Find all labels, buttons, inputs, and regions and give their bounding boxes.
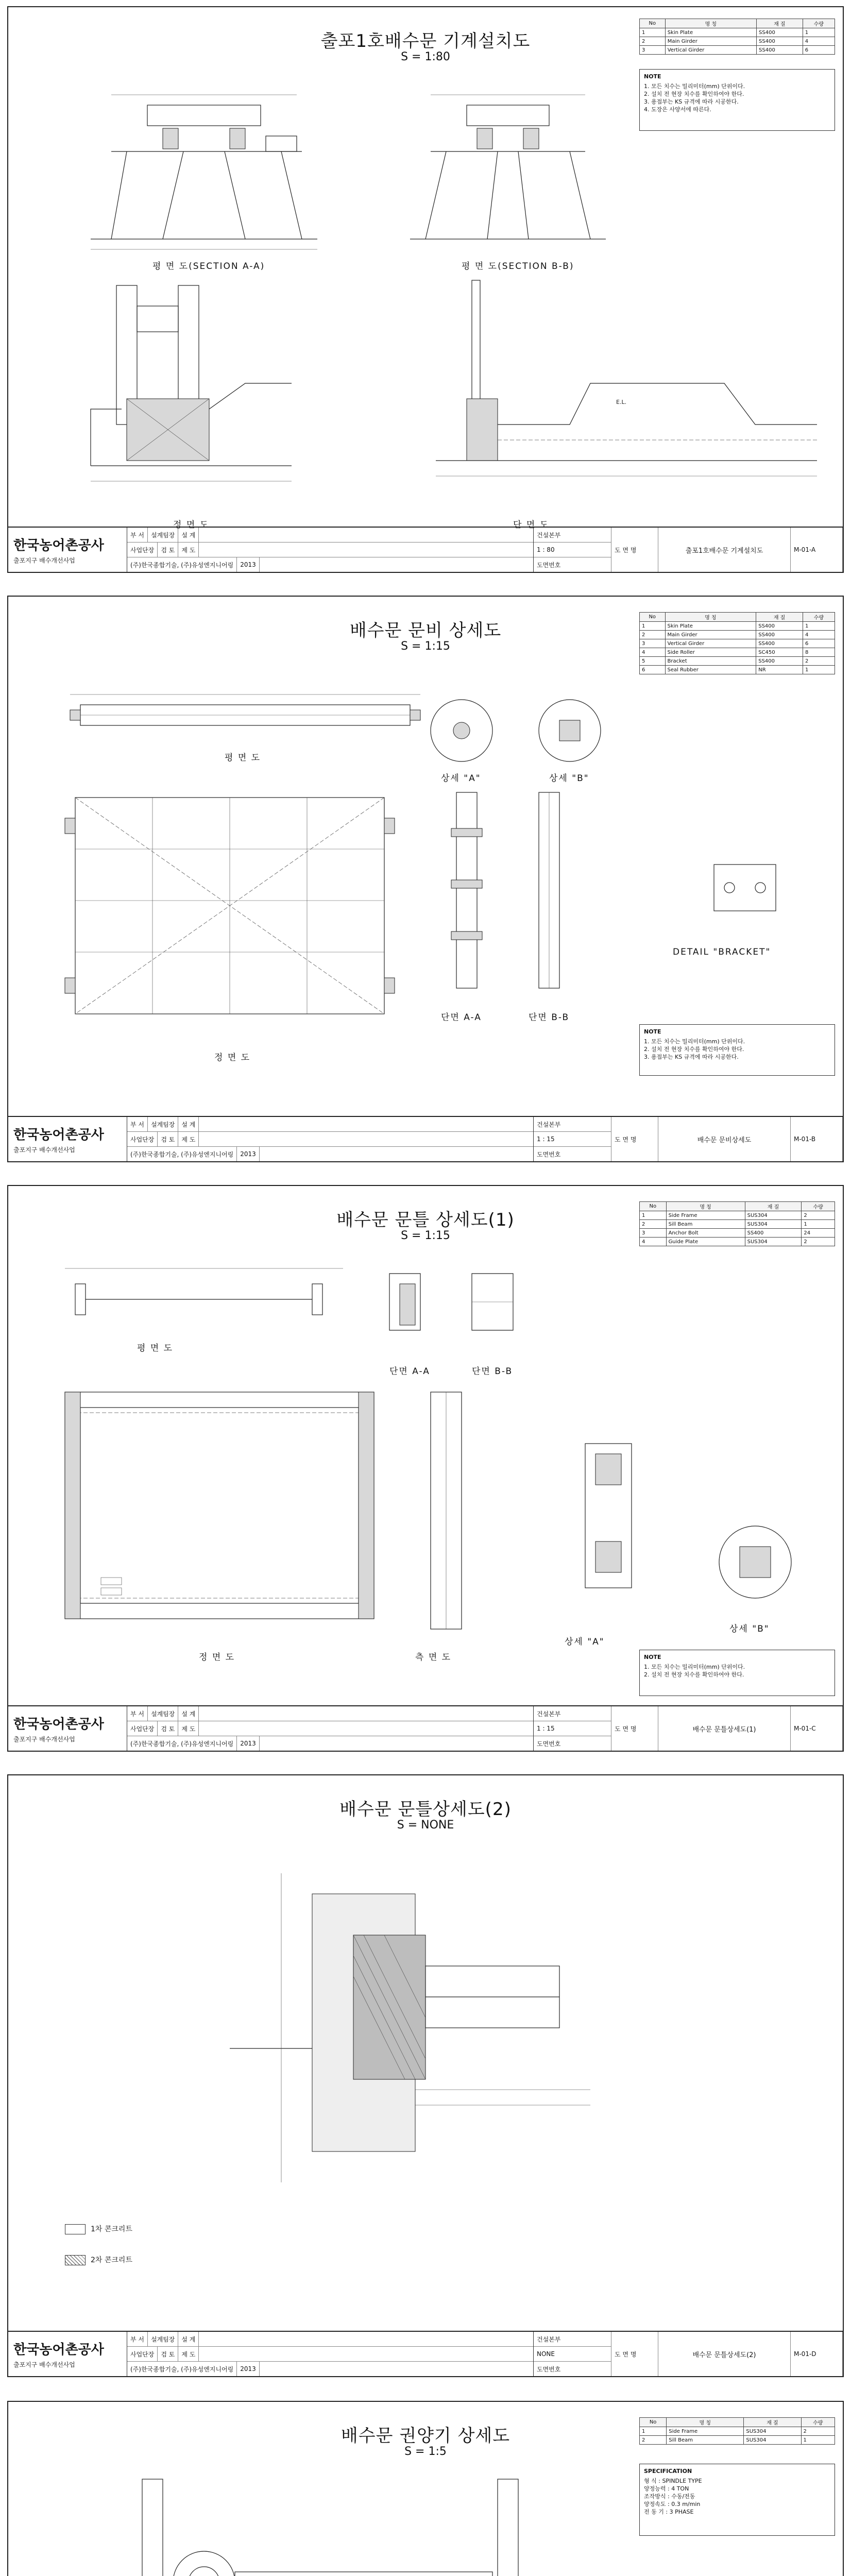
legend-swatch xyxy=(65,2255,86,2265)
parts-table xyxy=(639,2417,835,2445)
table-cell: 2 xyxy=(802,1211,835,1220)
front-view-drawing xyxy=(75,280,317,497)
tb-label: 설 계 xyxy=(178,2332,199,2346)
table-cell: SS400 xyxy=(757,28,803,37)
legend-label: 2차 콘크리트 xyxy=(91,2256,132,2264)
spec-key: 양정속도 xyxy=(644,2501,666,2507)
spec-value: 4 TON xyxy=(671,2485,689,2492)
company-name: 한국농어촌공사 xyxy=(13,2342,104,2358)
spec-value: SPINDLE TYPE xyxy=(662,2478,702,2484)
table-cell: 3 xyxy=(640,1229,667,1238)
table-header: 수량 xyxy=(803,613,835,622)
table-cell: SUS304 xyxy=(745,1238,802,1246)
sheet-2 xyxy=(7,596,844,1162)
tb-label: 건설본부 xyxy=(534,528,611,543)
drawing-number: M-01-A xyxy=(794,546,816,553)
view-caption: 단면 A-A xyxy=(389,1366,430,1377)
parts-table xyxy=(639,612,835,674)
title-block xyxy=(8,527,843,572)
tb-label: 설계팀장 xyxy=(148,528,178,542)
tb-date: 2013 xyxy=(237,1736,260,1751)
table-cell: 4 xyxy=(640,648,666,657)
tb-label: 사업단장 xyxy=(127,2347,158,2361)
note-line: 4. 도장은 사양서에 따른다. xyxy=(644,106,711,113)
tb-date: 2013 xyxy=(237,1147,260,1161)
spec-row: 양정능력 : 4 TON xyxy=(644,2485,689,2492)
table-cell: SS400 xyxy=(756,657,803,666)
tb-label: 건설본부 xyxy=(534,2332,611,2347)
view-caption: 단면 A-A xyxy=(441,1012,482,1023)
plan-section-b-drawing xyxy=(400,84,616,255)
table-cell: Sill Beam xyxy=(667,2436,744,2445)
title-block xyxy=(8,1705,843,1751)
table-cell: 4 xyxy=(803,631,835,639)
table-cell: Side Roller xyxy=(665,648,756,657)
table-header: 명 칭 xyxy=(666,1202,745,1211)
note-line: 1. 모든 치수는 밀리미터(mm) 단위이다. xyxy=(644,1038,745,1045)
drawing-name: 배수문 문틀상세도(1) xyxy=(692,1725,756,1734)
view-caption: 평 면 도 xyxy=(137,1343,174,1353)
tb-label: 도면번호 xyxy=(537,1150,561,1158)
tb-label: 부 서 xyxy=(127,1117,148,1131)
scale-value: 1 : 15 xyxy=(534,1721,611,1736)
table-cell: 1 xyxy=(640,28,666,37)
notes-heading: NOTE xyxy=(644,1654,661,1660)
tb-label: 사업단장 xyxy=(127,1721,158,1736)
view-caption: 상세 "B" xyxy=(549,773,589,784)
drawing-number: M-01-B xyxy=(794,1136,816,1143)
notes-heading: NOTE xyxy=(644,1028,661,1035)
table-cell: 24 xyxy=(802,1229,835,1238)
designer-firm: (주)한국종합기술, (주)유성엔지니어링 xyxy=(127,2362,237,2376)
company-name: 한국농어촌공사 xyxy=(13,1717,104,1732)
table-header: 명 칭 xyxy=(665,19,756,28)
sheet-title: 배수문 문틀 상세도(1) xyxy=(336,1210,515,1230)
legend-item-primary xyxy=(65,2224,132,2234)
tb-label: 도면번호 xyxy=(537,561,561,569)
note-line: 1. 모든 치수는 밀리미터(mm) 단위이다. xyxy=(644,83,745,90)
scale-value: 1 : 15 xyxy=(534,1132,611,1147)
designer-firm: (주)한국종합기술, (주)유성엔지니어링 xyxy=(127,1147,237,1161)
sheet-title: 배수문 문틀상세도(2) xyxy=(339,1799,512,1820)
spec-row: 형 식 : SPINDLE TYPE xyxy=(644,2478,702,2484)
company-name: 한국농어촌공사 xyxy=(13,1127,104,1143)
company-name: 한국농어촌공사 xyxy=(13,538,104,553)
tb-label: 설계팀장 xyxy=(148,1117,178,1131)
table-cell: SUS304 xyxy=(744,2427,801,2436)
table-cell: Guide Plate xyxy=(666,1238,745,1246)
note-line: 3. 용접부는 KS 규격에 따라 시공한다. xyxy=(644,98,739,105)
table-cell: NR xyxy=(756,666,803,674)
sheet-scale: S = 1:15 xyxy=(401,1229,450,1242)
table-cell: 1 xyxy=(640,2427,667,2436)
sheet-title: 배수문 문비 상세도 xyxy=(349,620,502,641)
table-cell: SC450 xyxy=(756,648,803,657)
tb-label: 설 계 xyxy=(178,1706,199,1721)
hoist-front-drawing xyxy=(101,2479,565,2576)
drawing-name: 배수문 문비상세도 xyxy=(697,1136,752,1144)
table-cell: SUS304 xyxy=(745,1220,802,1229)
sheet-1 xyxy=(7,6,844,573)
tb-date: 2013 xyxy=(237,557,260,572)
tb-label: 도 면 명 xyxy=(615,546,637,554)
view-caption: 측 면 도 xyxy=(415,1652,452,1663)
table-cell: Skin Plate xyxy=(665,622,756,631)
sheet-4 xyxy=(7,1774,844,2377)
drawing-name: 배수문 문틀상세도(2) xyxy=(692,2351,756,2359)
notes-box xyxy=(639,1024,835,1076)
parts-table xyxy=(639,1201,835,1246)
table-cell: 1 xyxy=(802,1220,835,1229)
plan-section-a-drawing xyxy=(80,84,328,255)
frame-detail-b-drawing xyxy=(714,1521,807,1614)
table-cell: SS400 xyxy=(757,46,803,55)
section-view-drawing xyxy=(436,280,827,497)
table-header: 재 질 xyxy=(745,1202,802,1211)
view-caption: 평 면 도(SECTION B-B) xyxy=(462,261,574,272)
tb-label: 도면번호 xyxy=(537,2365,561,2373)
view-caption: 단면 B-B xyxy=(472,1366,513,1377)
table-cell: SS400 xyxy=(756,622,803,631)
table-cell: SS400 xyxy=(745,1229,802,1238)
tb-label: 부 서 xyxy=(127,1706,148,1721)
table-header: 명 칭 xyxy=(667,2418,744,2427)
table-header: 수량 xyxy=(803,19,835,28)
table-header: No xyxy=(640,19,666,28)
tb-label: 부 서 xyxy=(127,528,148,542)
legend-label: 1차 콘크리트 xyxy=(91,2225,132,2233)
designer-firm: (주)한국종합기술, (주)유성엔지니어링 xyxy=(127,1736,237,1751)
spec-value: 수동/전동 xyxy=(671,2493,695,2500)
note-line: 3. 용접부는 KS 규격에 따라 시공한다. xyxy=(644,1054,739,1060)
table-cell: Skin Plate xyxy=(665,28,756,37)
tb-label: 설 계 xyxy=(178,528,199,542)
sheet-scale: S = NONE xyxy=(397,1819,454,1832)
spec-key: 조작방식 xyxy=(644,2493,666,2500)
gate-front-drawing xyxy=(65,787,395,1024)
tb-label: 도면번호 xyxy=(537,1740,561,1748)
company-logo xyxy=(8,528,127,572)
table-header: No xyxy=(640,2418,667,2427)
table-header: 수량 xyxy=(802,1202,835,1211)
table-cell: 2 xyxy=(640,37,666,46)
tb-label: 설계팀장 xyxy=(148,1706,178,1721)
gate-plan-drawing xyxy=(70,689,420,746)
table-cell: 6 xyxy=(803,639,835,648)
table-cell: Main Girder xyxy=(665,631,756,639)
sheet-scale: S = 1:5 xyxy=(404,2445,447,2458)
table-cell: Anchor Bolt xyxy=(666,1229,745,1238)
table-cell: 4 xyxy=(803,37,835,46)
view-caption: 평 면 도 xyxy=(225,753,261,763)
table-cell: Side Frame xyxy=(666,1211,745,1220)
spec-row: 전 동 기 : 3 PHASE xyxy=(644,2509,694,2515)
drawing-name: 출포1호배수문 기계설치도 xyxy=(685,547,763,555)
project-name: 출포지구 배수개선사업 xyxy=(13,557,75,564)
table-cell: 6 xyxy=(640,666,666,674)
spec-key: 전 동 기 xyxy=(644,2509,664,2515)
table-cell: 1 xyxy=(640,1211,667,1220)
project-name: 출포지구 배수개선사업 xyxy=(13,1146,75,1154)
table-cell: 2 xyxy=(803,657,835,666)
tb-label: 도 면 명 xyxy=(615,1136,637,1143)
sheet-3 xyxy=(7,1185,844,1752)
spec-value: 3 PHASE xyxy=(669,2509,694,2515)
tb-label: 검 토 xyxy=(158,2347,178,2361)
spec-heading: SPECIFICATION xyxy=(644,2468,692,2475)
sheet-5 xyxy=(7,2401,844,2576)
table-cell: Vertical Girder xyxy=(665,639,756,648)
view-caption: 상세 "B" xyxy=(729,1624,770,1634)
table-cell: Bracket xyxy=(665,657,756,666)
notes-heading: NOTE xyxy=(644,73,661,80)
title-block xyxy=(8,2331,843,2376)
table-cell: 2 xyxy=(640,631,666,639)
view-caption: 평 면 도(SECTION A-A) xyxy=(152,261,265,272)
table-cell: 4 xyxy=(640,1238,667,1246)
tb-label: 건설본부 xyxy=(534,1117,611,1132)
spec-box xyxy=(639,2464,835,2536)
table-cell: 2 xyxy=(801,2427,835,2436)
table-cell: 2 xyxy=(640,1220,667,1229)
notes-box xyxy=(639,69,835,131)
spec-value: 0.3 m/min xyxy=(671,2501,701,2507)
tb-label: 부 서 xyxy=(127,2332,148,2346)
note-line: 2. 설치 전 현장 치수를 확인하여야 한다. xyxy=(644,1671,744,1678)
table-cell: 3 xyxy=(640,46,666,55)
table-cell: 5 xyxy=(640,657,666,666)
frame-details-drawing xyxy=(544,1433,678,1619)
tb-label: 제 도 xyxy=(178,2347,199,2361)
bracket-detail-drawing xyxy=(693,854,796,937)
legend-swatch xyxy=(65,2224,86,2234)
table-cell: 1 xyxy=(640,622,666,631)
project-name: 출포지구 배수개선사업 xyxy=(13,1736,75,1743)
tb-label: 설계팀장 xyxy=(148,2332,178,2346)
tb-label: 제 도 xyxy=(178,543,199,557)
table-cell: 3 xyxy=(640,639,666,648)
view-caption: 단 면 도 xyxy=(513,520,550,530)
table-header: 재 질 xyxy=(757,19,803,28)
drawing-number: M-01-C xyxy=(794,1725,816,1732)
scale-value: 1 : 80 xyxy=(534,543,611,557)
tb-label: 도 면 명 xyxy=(615,2350,637,2358)
frame-sections-drawing xyxy=(379,1253,534,1356)
table-cell: 1 xyxy=(803,622,835,631)
spec-key: 형 식 xyxy=(644,2478,657,2484)
view-caption: 상세 "A" xyxy=(565,1637,605,1647)
view-caption: DETAIL "BRACKET" xyxy=(673,947,771,957)
tb-label: 도 면 명 xyxy=(615,1725,637,1733)
table-cell: 1 xyxy=(801,2436,835,2445)
table-cell: 2 xyxy=(640,2436,667,2445)
tb-label: 제 도 xyxy=(178,1721,199,1736)
tb-label: 건설본부 xyxy=(534,1706,611,1721)
sheet-title: 배수문 권양기 상세도 xyxy=(341,2426,510,2446)
spec-row: 양정속도 : 0.3 m/min xyxy=(644,2501,701,2507)
table-cell: SUS304 xyxy=(745,1211,802,1220)
view-caption: 정 면 도 xyxy=(214,1053,251,1063)
table-cell: SUS304 xyxy=(744,2436,801,2445)
tb-label: 검 토 xyxy=(158,1132,178,1146)
sheet-scale: S = 1:80 xyxy=(401,50,450,63)
designer-firm: (주)한국종합기술, (주)유성엔지니어링 xyxy=(127,557,237,572)
frame-side-drawing xyxy=(410,1392,492,1629)
table-cell: SS400 xyxy=(756,631,803,639)
note-line: 2. 설치 전 현장 치수를 확인하여야 한다. xyxy=(644,1046,744,1053)
frame-plan-drawing xyxy=(65,1263,343,1325)
sheet-title: 출포1호배수문 기계설치도 xyxy=(320,31,531,52)
notes-box xyxy=(639,1650,835,1696)
note-line: 1. 모든 치수는 밀리미터(mm) 단위이다. xyxy=(644,1664,745,1670)
table-cell: 8 xyxy=(803,648,835,657)
frame-front-drawing xyxy=(60,1382,379,1629)
table-header: 수량 xyxy=(801,2418,835,2427)
view-caption: 단면 B-B xyxy=(529,1012,570,1023)
table-cell: Side Frame xyxy=(667,2427,744,2436)
spec-key: 양정능력 xyxy=(644,2485,666,2492)
title-block xyxy=(8,1116,843,1161)
spec-row: 조작방식 : 수동/전동 xyxy=(644,2493,695,2500)
tb-label: 설 계 xyxy=(178,1117,199,1131)
detail-ab-drawing xyxy=(420,694,616,767)
revision-table xyxy=(639,19,835,55)
table-cell: Vertical Girder xyxy=(665,46,756,55)
table-cell: 2 xyxy=(802,1238,835,1246)
svg-text:E.L.: E.L. xyxy=(616,399,627,405)
table-cell: 6 xyxy=(803,46,835,55)
table-cell: SS400 xyxy=(756,639,803,648)
table-cell: SS400 xyxy=(757,37,803,46)
scale-value: NONE xyxy=(534,2347,611,2362)
table-cell: Seal Rubber xyxy=(665,666,756,674)
table-cell: Sill Beam xyxy=(666,1220,745,1229)
tb-label: 검 토 xyxy=(158,543,178,557)
table-header: 재 질 xyxy=(756,613,803,622)
sheet-scale: S = 1:15 xyxy=(401,640,450,653)
table-cell: 1 xyxy=(803,28,835,37)
table-cell: Main Girder xyxy=(665,37,756,46)
table-header: 명 칭 xyxy=(665,613,756,622)
table-header: No xyxy=(640,1202,667,1211)
gate-sections-drawing xyxy=(436,787,590,993)
tb-label: 사업단장 xyxy=(127,1132,158,1146)
view-caption: 정 면 도 xyxy=(173,520,210,530)
tb-label: 제 도 xyxy=(178,1132,199,1146)
frame-embed-detail-drawing xyxy=(230,1863,621,2193)
note-line: 2. 설치 전 현장 치수를 확인하여야 한다. xyxy=(644,91,744,97)
view-caption: 상세 "A" xyxy=(441,773,481,784)
tb-label: 검 토 xyxy=(158,1721,178,1736)
legend-item-secondary xyxy=(65,2255,132,2265)
tb-date: 2013 xyxy=(237,2362,260,2376)
drawing-number: M-01-D xyxy=(794,2350,816,2358)
table-cell: 1 xyxy=(803,666,835,674)
table-header: 재 질 xyxy=(744,2418,801,2427)
project-name: 출포지구 배수개선사업 xyxy=(13,2361,75,2368)
tb-label: 사업단장 xyxy=(127,543,158,557)
view-caption: 정 면 도 xyxy=(199,1652,235,1663)
table-header: No xyxy=(640,613,666,622)
